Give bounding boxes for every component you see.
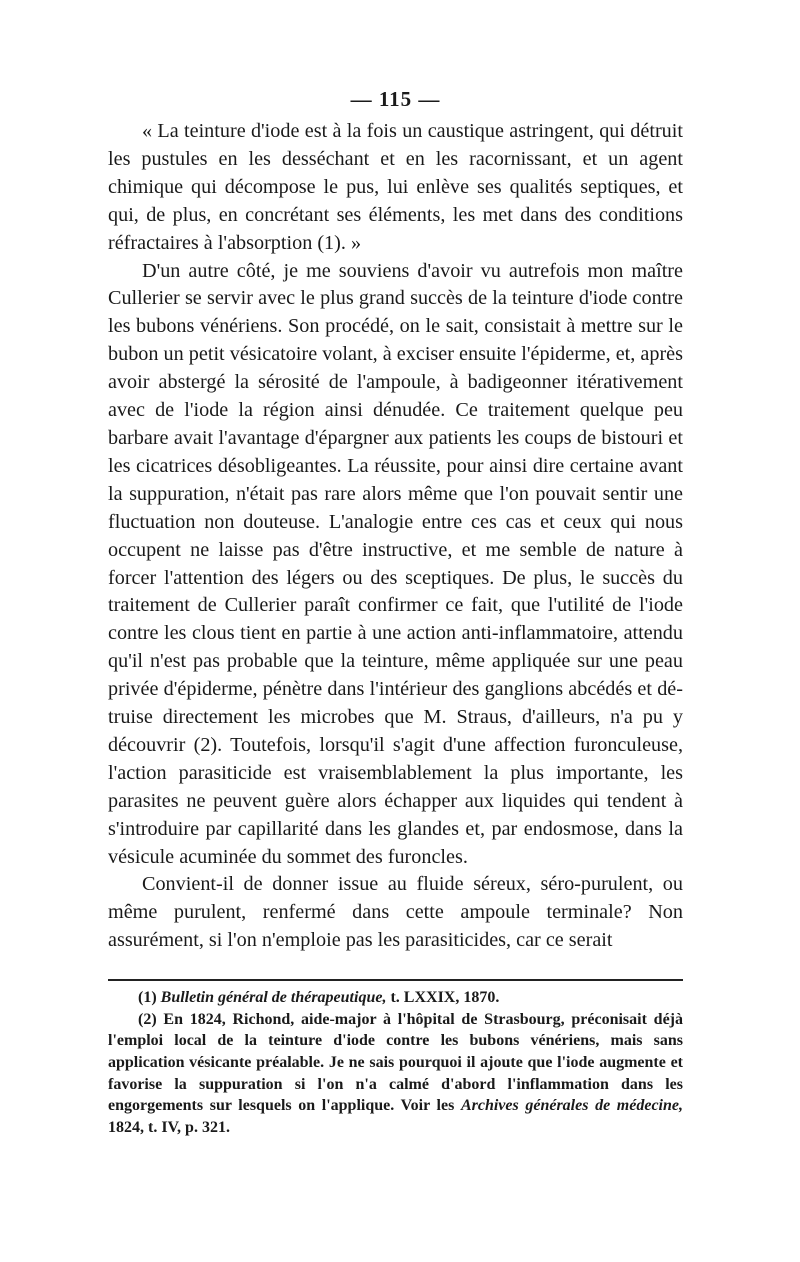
paragraph-cullerier: D'un autre côté, je me souviens d'avoir vu autrefois mon maître Cullerier se servir avec le plus grand succès de la teinture d'iode contre les bubons vénériens. Son procédé, on le sait, consistait à mettre sur le bubon un petit vésicatoire volant, à exciser ensuite l'épiderme, et, après avoir abstergé la sérosité de l'ampoule, à badigeonner itérativement avec de l'iode la région ainsi dénudée. Ce traitement quelque peu barbare avait l'avantage d'épargner aux patients les coups de bistouri et les cicatrices désobligeantes. La réussite, pour ainsi dire certaine avant la suppuration, n'était pas rare alors même que l'on pouvait sentir une fluctuation non douteuse. L'analogie entre ces cas et ceux qui nous occupent ne laisse pas d'être instructive, et me semble de nature à forcer l'attention des légers ou des sceptiques. De plus, le succès du traitement de Cullerier paraît confirmer ce fait, que l'utilité de l'iode contre les clous tient en partie à une action anti-inflammatoire, attendu qu'il n'est pas probable que la teinture, même appliquée sur une peau privée d'épiderme, pénètre dans l'intérieur des ganglions abcédés et détruise directement les microbes que M. Straus, d'ailleurs, n'a pu y découvrir (2). Toutefois, lorsqu'il s'agit d'une affection furonculeuse, l'action parasiticide est vraisemblablement la plus importante, les parasites ne peuvent guère alors échapper aux liquides qui tendent à s'introduire par capillarité dans les glandes et, par endosmose, dans la vésicule acuminée du sommet des furoncles. xyxy=(108,259,683,868)
footnote-2-text: (2) En 1824, Richond, aide-major à l'hôpital de Strasbourg, préconisait déjà l'emploi local de la teinture d'iode contre les bubons vénériens, mais sans application vésicante préalable. Je ne sais pourquoi il ajoute que l'iode augmente et favorise la suppuration si l'on n'a calmé d'abord l'inflammation dans les engorgements sur lesquels on l'applique. Voir les xyxy=(108,1010,683,1115)
footnote-1-marker: (1) xyxy=(138,989,157,1007)
page-number: — 115 — xyxy=(350,87,441,111)
book-page xyxy=(108,86,683,1138)
footnote-divider xyxy=(108,979,683,981)
footnote-2-details: 1824, t. IV, p. 321. xyxy=(108,1118,230,1136)
body-text xyxy=(108,118,683,955)
footnote-1-details: t. LXXIX, 1870. xyxy=(386,989,500,1007)
footnote-2-title: Archives générales de médecine, xyxy=(460,1097,683,1115)
paragraph-quote: « La teinture d'iode est à la fois un caustique astringent, qui détruit les pustules en les desséchant et en les racornissant, et un agent chimique qui décompose le pus, lui enlève ses qualités septiques, et qui, de plus, en concrétant ses éléments, les met dans des conditions réfractaires à l'absorption (1). » xyxy=(108,120,683,254)
footnotes xyxy=(108,987,683,1138)
footnote-1-title: Bulletin général de thérapeutique, xyxy=(160,989,387,1007)
paragraph-convient: Convient-il de donner issue au fluide séreux, séro-purulent, ou même purulent, renfermé dans cette ampoule terminale? Non assurément, si l'on n'emploie pas les parasiticides, car ce serait xyxy=(108,873,683,952)
footnote-1 xyxy=(108,987,683,1009)
footnote-2 xyxy=(108,1009,683,1139)
